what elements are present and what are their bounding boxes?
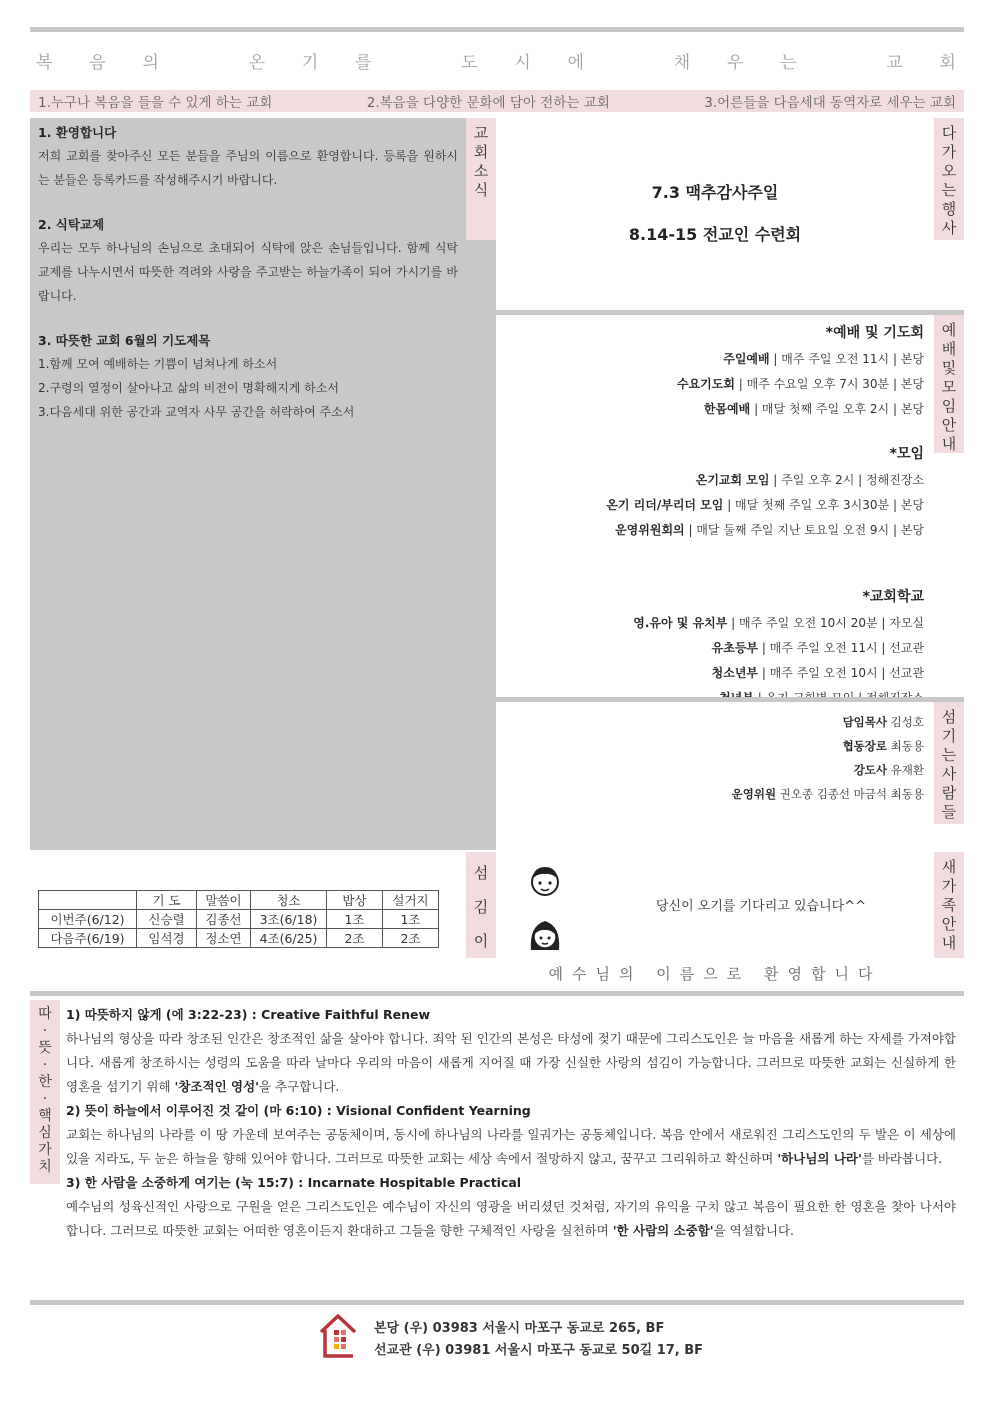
school-heading: *교회학교	[862, 589, 924, 605]
tag-char: 내	[941, 435, 957, 453]
motto-char: 에	[567, 52, 587, 73]
prayer-item: 1.함께 모여 예배하는 기쁨이 넘쳐나게 하소서	[38, 357, 278, 371]
tag-char: 및	[941, 359, 957, 377]
staff-item: 강도사 유재환	[853, 763, 924, 777]
table-cell: 이번주(6/12)	[39, 910, 137, 929]
tag-char: 내	[941, 934, 957, 952]
table-header	[39, 891, 137, 910]
core-values-tag	[30, 1000, 60, 1184]
vision-2: 2.복음을 다양한 문화에 담아 전하는 교회	[366, 95, 610, 111]
boy-face-icon	[528, 862, 562, 900]
table-cell: 정소연	[197, 929, 251, 948]
table-header: 설거지	[383, 891, 439, 910]
table-header: 기 도	[137, 891, 197, 910]
table-row	[39, 910, 439, 929]
worship-info	[496, 315, 934, 697]
address-mission: 선교관 (우) 03981 서울시 마포구 동교로 50길 17, BF	[374, 1343, 704, 1358]
address-main: 본당 (우) 03983 서울시 마포구 동교로 265, BF	[374, 1321, 665, 1336]
table-cell: 다음주(6/19)	[39, 929, 137, 948]
worship-item: 한몸예배 | 매달 첫째 주일 오후 2시 | 본당	[703, 402, 924, 416]
worship-item: 주일예배 | 매주 주일 오전 11시 | 본당	[723, 352, 924, 366]
tag-char: 임	[941, 397, 957, 415]
worship-item: 수요기도회 | 매주 수요일 오후 7시 30분 | 본당	[677, 377, 924, 391]
tag-char: 모	[941, 378, 957, 396]
prayer-item: 3.다음세대 위한 공간과 교역자 사무 공간을 허락하여 주소서	[38, 405, 355, 419]
tag-char: 행	[941, 200, 957, 218]
divider	[30, 1300, 964, 1305]
school-item: 청소년부 | 매주 주일 오전 10시 | 선교관	[711, 666, 924, 680]
table-cell: 2조	[383, 929, 439, 948]
tag-char: ·	[42, 1023, 48, 1039]
girl-face-icon	[528, 916, 562, 954]
tag-char: 섬	[941, 708, 957, 726]
vision-3: 3.어른들을 다음세대 동역자로 세우는 교회	[704, 95, 956, 111]
motto-char: 교	[886, 52, 905, 73]
serve-schedule-table	[38, 890, 439, 948]
tag-char: 회	[473, 143, 489, 161]
top-divider	[30, 27, 964, 32]
staff-item: 담임목사 김성호	[842, 715, 924, 729]
staff-item: 운영위원 권오종 김종선 마금석 최동용	[731, 787, 924, 801]
table-cell: 신승렬	[137, 910, 197, 929]
newcomer-footer: 예수님의 이름으로 환영합니다	[548, 965, 882, 983]
staff-list	[496, 702, 934, 850]
tag-char: 따	[38, 1006, 52, 1022]
news-table-fellowship	[38, 214, 458, 308]
tag-char: 족	[941, 896, 957, 914]
tag-char: 안	[941, 915, 957, 933]
tag-char: 교	[473, 124, 489, 142]
tag-char: 배	[941, 340, 957, 358]
motto-char: 를	[355, 52, 374, 73]
core-values	[66, 1003, 956, 1243]
address-block	[374, 1318, 703, 1362]
upcoming-events	[496, 118, 934, 310]
table-cell: 임석경	[137, 929, 197, 948]
news-prayer	[38, 330, 458, 424]
tag-char: ·	[42, 1091, 48, 1107]
tag-char: 들	[941, 803, 957, 821]
tag-char: 새	[941, 858, 957, 876]
worship-tag	[934, 315, 964, 453]
news-tag	[466, 118, 496, 240]
table-cell: 2조	[327, 929, 383, 948]
table-cell: 김종선	[197, 910, 251, 929]
meeting-heading: *모임	[889, 446, 924, 462]
tag-char: 뜻	[38, 1040, 52, 1056]
meeting-item: 온기 리더/부리더 모임 | 매달 첫째 주일 오후 3시30분 | 본당	[606, 498, 924, 512]
tag-char: 예	[941, 321, 957, 339]
tag-char: 사	[941, 765, 957, 783]
event-line: 7.3 맥추감사주일	[651, 183, 779, 202]
tag-char: 가	[941, 877, 957, 895]
motto-char: 채	[673, 52, 693, 73]
tag-char: 김	[473, 898, 489, 916]
motto-char: 음	[89, 52, 108, 73]
church-motto	[30, 45, 964, 75]
news-fellowship-title: 2. 식탁교제	[38, 217, 105, 232]
school-item: 영.유아 및 유치부 | 매주 주일 오전 10시 20분 | 자모실	[633, 616, 924, 630]
tag-char: 는	[941, 746, 957, 764]
tag-char: ·	[42, 1057, 48, 1073]
meeting-item: 온기교회 모임 | 주일 오후 2시 | 정해진장소	[695, 473, 924, 487]
tag-char: 가	[941, 143, 957, 161]
table-header: 말씀이	[197, 891, 251, 910]
news-prayer-title: 3. 따뜻한 교회 6월의 기도제목	[38, 333, 211, 348]
staff-tag	[934, 702, 964, 824]
staff-item: 협동장로 최동용	[842, 739, 924, 753]
motto-char: 도	[461, 52, 480, 73]
tag-char: 이	[473, 932, 489, 950]
school-item: 유초등부 | 매주 주일 오전 11시 | 선교관	[711, 641, 924, 655]
core-value-title: 3) 한 사람을 소중하게 여기는 (눅 15:7) : Incarnate Hospitable Practical	[66, 1175, 522, 1190]
newcomer-tag	[934, 852, 964, 958]
motto-char: 의	[142, 52, 161, 73]
core-value-text: 교회는 하나님의 나라를 이 땅 가운데 보여주는 공동체이며, 동시에 하나님의 나라를 일궈가는 공동체입니다. 복음 안에서 새로워진 그리스도인의 두 발은 이 세상에 있을 지라도, 두 눈은 하늘을 향해 있어야 합니다. 그러므로 따뜻한 교회는 세상 속에서 절망하지 않고, 꿈꾸고 그리워하고 확신하며 '하나님의 나라'를 바라봅니다.	[66, 1127, 956, 1166]
tag-char: 한	[38, 1074, 52, 1090]
tag-char: 치	[38, 1159, 52, 1175]
table-header: 밥상	[327, 891, 383, 910]
tag-char: 심	[38, 1125, 52, 1141]
tag-char: 핵	[38, 1108, 52, 1124]
news-welcome	[38, 122, 458, 192]
tag-char: 식	[473, 181, 489, 199]
tag-char: 다	[941, 124, 957, 142]
news-welcome-title: 1. 환영합니다	[38, 125, 117, 140]
vision-1: 1.누구나 복음을 들을 수 있게 하는 교회	[38, 95, 273, 111]
news-welcome-text: 저희 교회를 찾아주신 모든 분들을 주님의 이름으로 환영합니다. 등록을 원하시는 분들은 등록카드를 작성해주시기 바랍니다.	[38, 149, 458, 187]
tag-char: 섬	[473, 864, 489, 882]
tag-char: 가	[38, 1142, 52, 1158]
news-fellowship-text: 우리는 모두 하나님의 손님으로 초대되어 식탁에 앉은 손님들입니다. 함께 식탁교제를 나누시면서 따뜻한 격려와 사랑을 주고받는 하늘가족이 되어 가시기를 바랍니다.	[38, 241, 458, 303]
divider	[30, 991, 964, 996]
motto-char: 온	[248, 52, 267, 73]
core-value-title: 1) 따뜻하지 않게 (에 3:22-23) : Creative Faithful Renew	[66, 1007, 431, 1022]
table-row	[39, 929, 439, 948]
event-line: 8.14-15 전교인 수련회	[628, 225, 802, 244]
tag-char: 소	[473, 162, 489, 180]
core-value-text: 하나님의 형상을 따라 창조된 인간은 창조적인 삶을 살아야 합니다. 죄악 된 인간의 본성은 타성에 젖기 때문에 그리스도인은 늘 마음을 새롭게 하는 자세를 가져야합니다. 새롭게 창조하시는 성령의 도움을 따라 날마다 우리의 마음이 새롭게 지어질 때 가장 신실한 사랑의 섬김이 가능합니다. 그러므로 따뜻한 교회는 신실하게 한 영혼을 섬기기 위해 '창조적인 영성'을 추구합니다.	[66, 1031, 957, 1094]
tag-char: 람	[941, 784, 957, 802]
motto-char: 기	[301, 52, 321, 73]
table-cell: 1조	[327, 910, 383, 929]
newcomer-message: 당신이 오기를 기다리고 있습니다^^	[656, 899, 866, 914]
tag-char: 사	[941, 219, 957, 237]
core-value-title: 2) 뜻이 하늘에서 이루어진 것 같이 (마 6:10) : Visional Confident Yearning	[66, 1103, 531, 1118]
table-cell: 1조	[383, 910, 439, 929]
tag-char: 는	[941, 181, 957, 199]
church-logo-icon	[318, 1312, 358, 1360]
core-value-text: 예수님의 성육신적인 사랑으로 구원을 얻은 그리스도인은 예수님이 자신의 영광을 버리셨던 것처럼, 자기의 유익을 구치 않고 복음이 필요한 한 영혼을 찾아 나서야 합니다. 그러므로 따뜻한 교회는 어떠한 영혼이든지 환대하고 그들을 향한 구체적인 사랑을 실천하며 '한 사람의 소중함'을 역설합니다.	[66, 1199, 956, 1238]
table-cell: 3조(6/18)	[251, 910, 327, 929]
table-header: 청소	[251, 891, 327, 910]
motto-char: 우	[726, 52, 746, 73]
motto-char: 복	[36, 52, 55, 73]
table-header-row	[39, 891, 439, 910]
vision-bar	[30, 90, 964, 112]
prayer-item: 2.구령의 열정이 살아나고 삶의 비전이 명확해지게 하소서	[38, 381, 339, 395]
motto-char: 회	[939, 52, 958, 73]
events-tag	[934, 118, 964, 240]
church-news-panel	[30, 118, 466, 850]
motto-char: 는	[780, 52, 799, 73]
tag-char: 안	[941, 416, 957, 434]
tag-char: 기	[941, 727, 957, 745]
meeting-item: 운영위원회의 | 매달 둘째 주일 지난 토요일 오전 9시 | 본당	[615, 523, 924, 537]
serve-tag	[466, 852, 496, 958]
motto-char: 시	[514, 52, 533, 73]
table-cell: 4조(6/25)	[251, 929, 327, 948]
worship-heading: *예배 및 기도회	[825, 325, 924, 341]
tag-char: 오	[941, 162, 957, 180]
